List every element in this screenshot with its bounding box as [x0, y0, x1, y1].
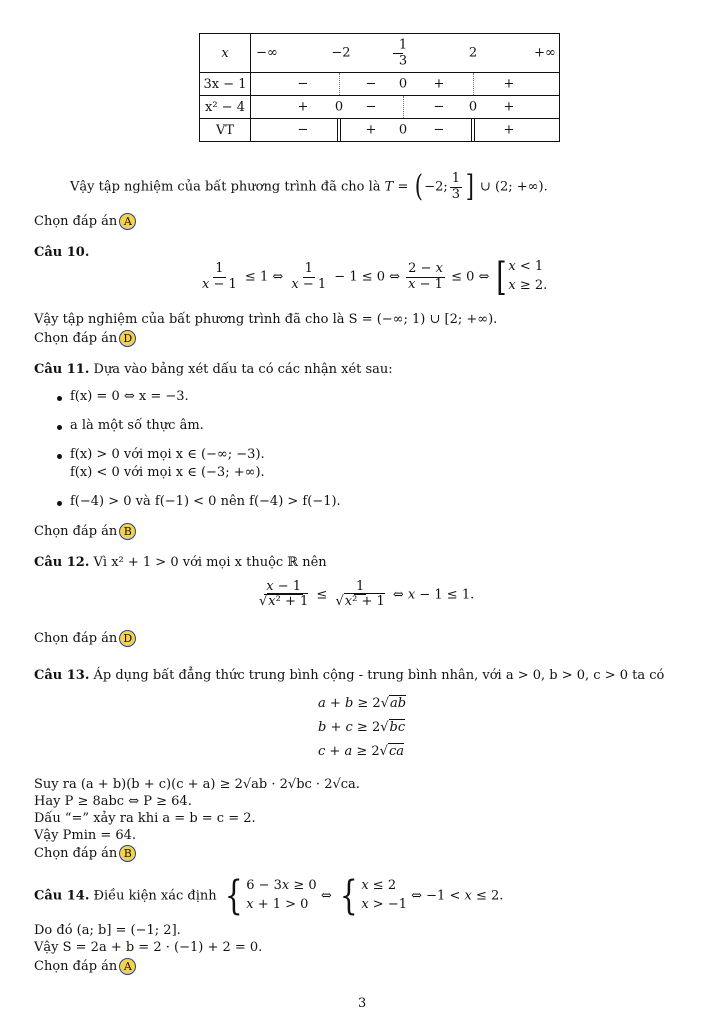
q13-ineq-2: b + c ≥ 2√bc	[318, 720, 406, 735]
bullet-icon	[57, 501, 62, 506]
q13-ineq-3: c + a ≥ 2√ca	[318, 744, 404, 759]
q11-item-3b: f(x) < 0 với mọi x ∈ (−3; +∞).	[70, 465, 265, 480]
row-label-x2-4: x² − 4	[200, 96, 251, 119]
answer-badge: D	[119, 630, 136, 647]
q13-line-3: Dấu “=” xảy ra khi a = b = c = 2.	[34, 811, 256, 826]
q10-title: Câu 10.	[34, 245, 90, 260]
q13-ineq-1: a + b ≥ 2√ab	[318, 696, 407, 711]
row-signs-3x-1: − − 0 + +	[251, 73, 560, 96]
row-label-3x-1: 3x − 1	[200, 73, 251, 96]
answer-badge: A	[119, 958, 136, 975]
q14-line-2: Vậy S = 2a + b = 2 · (−1) + 2 = 0.	[34, 940, 263, 955]
q12-title: Câu 12. Vì x² + 1 > 0 với mọi x thuộc ℝ nên	[34, 555, 327, 570]
q9-conclusion: Vậy tập nghiệm của bất phương trình đã cho là T = ( −2; $\frac{1}{3}$ ] ∪ (2; +∞).	[70, 169, 548, 204]
q13-answer: Chọn đáp án B	[34, 845, 136, 862]
row-signs-vt: − + 0 − +	[251, 119, 560, 142]
bullet-icon	[57, 396, 62, 401]
q13-line-4: Vậy Pmin = 64.	[34, 828, 137, 843]
q11-title: Câu 11. Dựa vào bảng xét dấu ta có các nhận xét sau:	[34, 362, 393, 377]
q11-item-1: f(x) = 0 ⇔ x = −3.	[70, 389, 189, 404]
table-header-x: x	[200, 34, 251, 73]
q13-line-2: Hay P ≥ 8abc ⇔ P ≥ 64.	[34, 794, 192, 809]
q12-answer: Chọn đáp án D	[34, 630, 136, 647]
q12-equation: $\frac{x - 1}{\text{√x² + 1}}$ ≤ $\frac{1}{\text{√x² + 1}}$ ⇔ x − 1 ≤ 1.	[259, 579, 475, 610]
sign-table	[199, 33, 560, 142]
answer-badge: B	[119, 523, 136, 540]
q14-condition: Câu 14. Điều kiện xác định { 6 − 3x ≥ 0 x + 1 > 0 ⇔ { x ≤ 2 x > −1 ⇔ −1 < x ≤ 2.	[34, 873, 504, 919]
q10-conclusion: Vậy tập nghiệm của bất phương trình đã cho là S = (−∞; 1) ∪ [2; +∞).	[34, 312, 498, 327]
row-label-vt: VT	[200, 119, 251, 142]
q9-answer: Chọn đáp án A	[34, 213, 136, 230]
answer-badge: D	[119, 330, 136, 347]
answer-badge: B	[119, 845, 136, 862]
q14-answer: Chọn đáp án A	[34, 958, 136, 975]
q13-line-1: Suy ra (a + b)(b + c)(c + a) ≥ 2√ab · 2√bc · 2√ca.	[34, 777, 360, 792]
answer-badge: A	[119, 213, 136, 230]
q11-item-2: a là một số thực âm.	[70, 418, 204, 433]
page-number: 3	[358, 996, 367, 1011]
q11-item-3a: f(x) > 0 với mọi x ∈ (−∞; −3).	[70, 447, 265, 462]
q11-item-4: f(−4) > 0 và f(−1) < 0 nên f(−4) > f(−1).	[70, 494, 341, 509]
bullet-icon	[57, 425, 62, 430]
q13-title: Câu 13. Áp dụng bất đẳng thức trung bình cộng - trung bình nhân, với a > 0, b > 0, c > 0 ta có	[34, 668, 665, 683]
q10-answer: Chọn đáp án D	[34, 330, 136, 347]
bullet-icon	[57, 454, 62, 459]
row-signs-x2-4: + 0 − − 0 +	[251, 96, 560, 119]
q11-answer: Chọn đáp án B	[34, 523, 136, 540]
q10-equation: $\frac{1}{x - 1}$ ≤ 1 ⇔ $\frac{1}{x - 1}$ − 1 ≤ 0 ⇔ $\frac{2 - x}{x - 1}$ ≤ 0 ⇔ [ x < 1 x ≥ 2.	[202, 255, 548, 299]
q14-line-1: Do đó (a; b] = (−1; 2].	[34, 923, 181, 938]
table-header-points: −∞ −2 1 3 2 +∞	[251, 34, 560, 73]
